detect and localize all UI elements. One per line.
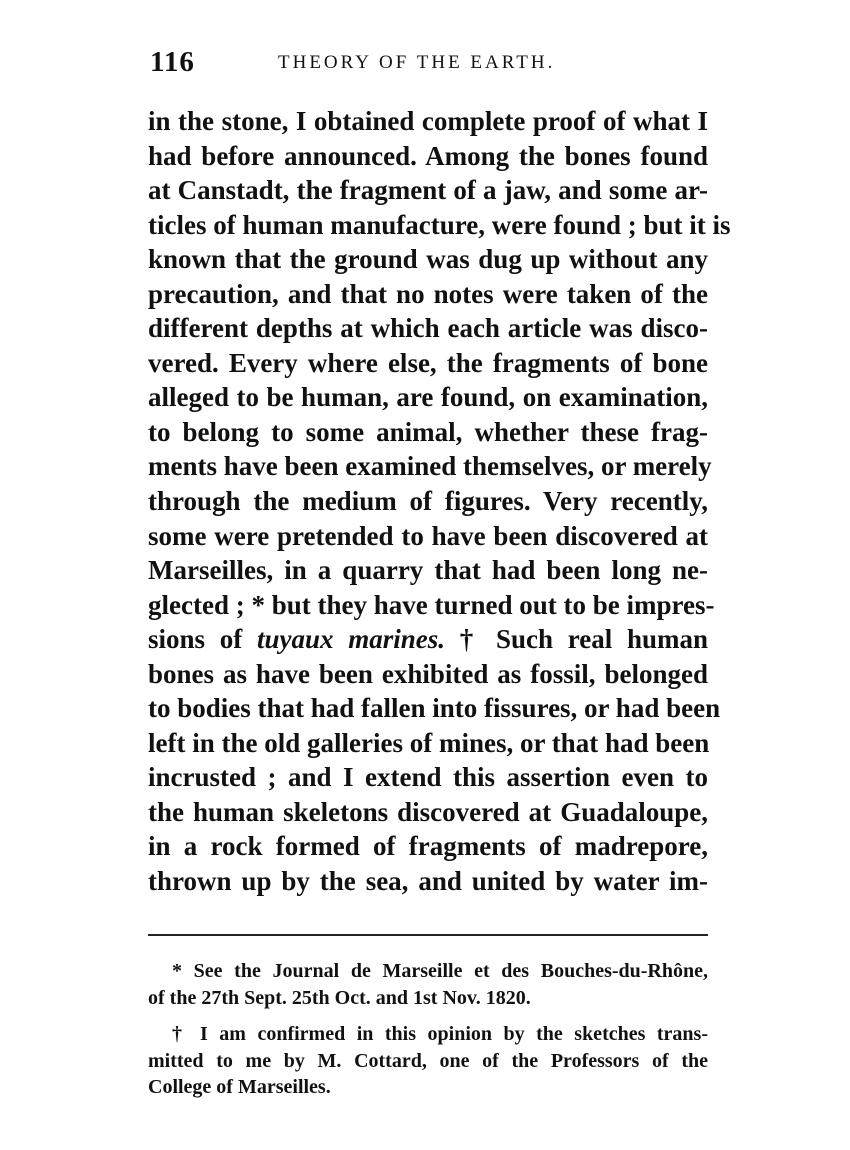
body-line: at Canstadt, the fragment of a jaw, and some ar-	[148, 175, 708, 206]
italic-phrase: tuyaux marines.	[257, 624, 446, 655]
body-line: to bodies that had fallen into fissures, or had been	[148, 693, 721, 724]
footnote-gap	[148, 1011, 708, 1021]
body-line: to belong to some animal, whether these frag-	[148, 416, 708, 447]
body-line: some were pretended to have been discovered at	[148, 520, 708, 551]
footnote-2-line: † I am confirmed in this opinion by the sketches trans-	[172, 1023, 708, 1045]
body-line: had before announced. Among the bones found	[148, 140, 708, 171]
body-line: vered. Every where else, the fragments of bone	[148, 347, 708, 378]
body-line: bones as have been exhibited as fossil, belonged	[148, 658, 708, 689]
body-line: Marseilles, in a quarry that had been long ne-	[148, 555, 708, 586]
running-title: THEORY OF THE EARTH.	[278, 52, 556, 73]
body-line: ments have been examined themselves, or merely	[148, 451, 712, 482]
body-text-segment: † Such real human	[459, 624, 708, 655]
footnote-1-line: * See the Journal de Marseille et des Bouches-du-Rhône,	[172, 960, 708, 982]
body-line: the human skeletons discovered at Guadaloupe,	[148, 796, 708, 827]
footnote-2-line: College of Marseilles.	[148, 1076, 331, 1098]
body-line: precaution, and that no notes were taken of the	[148, 278, 708, 309]
body-text-segment: sions of	[148, 624, 243, 655]
body-text	[148, 104, 731, 899]
running-head	[148, 44, 708, 84]
footnotes	[148, 958, 708, 1101]
body-line: thrown up by the sea, and united by water im-	[148, 866, 708, 897]
body-line: through the medium of figures. Very recently,	[148, 486, 708, 517]
body-line: alleged to be human, are found, on examination,	[148, 382, 708, 413]
body-line: different depths at which each article was disco-	[148, 313, 708, 344]
body-line-italic-phrase	[148, 622, 708, 657]
body-line: left in the old galleries of mines, or that had been	[148, 727, 710, 758]
footnote-2-line: mitted to me by M. Cottard, one of the Professors of the	[148, 1049, 708, 1072]
body-line: in a rock formed of fragments of madrepore,	[148, 831, 708, 862]
body-line: ticles of human manufacture, were found ; but it is	[148, 209, 731, 240]
footnote-1-line: of the 27th Sept. 25th Oct. and 1st Nov. 1820.	[148, 986, 531, 1009]
body-line: incrusted ; and I extend this assertion even to	[148, 762, 708, 793]
body-line: glected ; * but they have turned out to be impres-	[148, 589, 715, 620]
body-line: in the stone, I obtained complete proof of what I	[148, 106, 708, 136]
page-number: 116	[150, 46, 195, 78]
footnote-rule	[148, 934, 708, 936]
body-line: known that the ground was dug up without any	[148, 244, 708, 275]
